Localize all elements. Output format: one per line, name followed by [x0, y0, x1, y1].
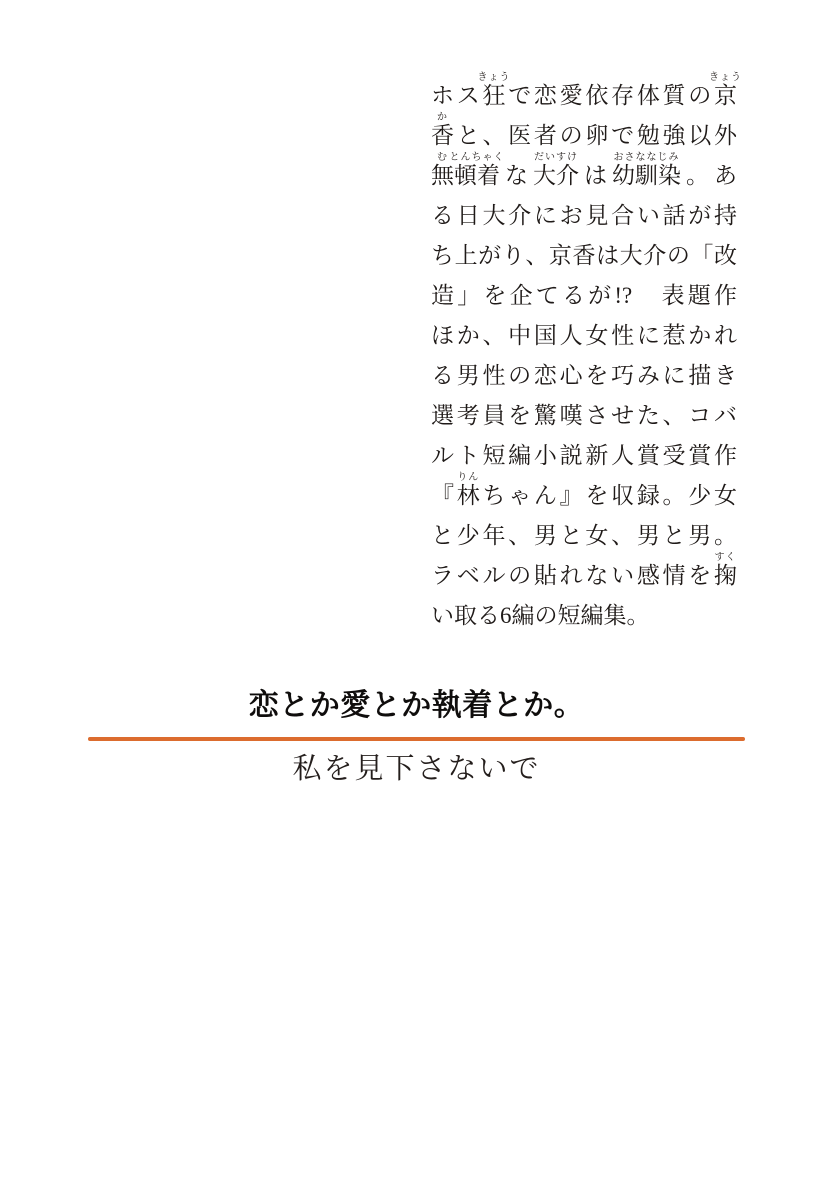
title-block [88, 688, 745, 787]
ruby-base: 香 か [431, 112, 454, 148]
blurb-line: 香 か と、医者の卵で勉強以外 [431, 112, 737, 148]
blurb-line: ち上がり、京香は大介の「改 [431, 243, 737, 268]
ruby-base: 京 きょう [709, 72, 743, 108]
blurb-line: と少年、男と女、男と男。 [431, 523, 737, 548]
blurb-line: い取る6編の短編集。 [431, 603, 650, 628]
furigana: だいすけ [534, 152, 578, 163]
book-title: 恋とか愛とか執着とか。 [248, 689, 585, 722]
ruby-base: 頓着 とんちゃく [449, 152, 505, 188]
book-subtitle: 私を見下さないで [292, 753, 541, 785]
blurb-line: ルト短編小説新人賞受賞作 [431, 443, 737, 468]
blurb-line: ラベルの貼れない感情を掬 すく [431, 552, 737, 588]
ruby-base: 林 りん [456, 472, 480, 508]
blurb-line: ほか、中国人女性に惹かれ [431, 323, 737, 348]
furigana: りん [457, 472, 480, 483]
blurb-line: る日大介にお見合い話が持 [431, 203, 737, 228]
furigana: とんちゃく [449, 152, 505, 163]
furigana: きょう [709, 72, 743, 83]
blurb-line: ホス狂 きょう で恋愛依存体質の京 きょう [431, 72, 743, 108]
furigana: すく [714, 552, 737, 563]
ruby-base: 幼馴染 おさななじみ [612, 152, 681, 188]
title-divider [88, 737, 745, 741]
ruby-base: 狂 きょう [477, 72, 511, 108]
ruby-base: 掬 すく [714, 552, 737, 588]
ruby-base: 無 む [431, 152, 454, 188]
furigana: む [437, 152, 448, 163]
blurb-line: る男性の恋心を巧みに描き [431, 363, 737, 388]
furigana: おさななじみ [613, 152, 680, 163]
furigana: か [437, 112, 448, 123]
blurb-line: 『林 りん ちゃん』を収録。少女 [431, 472, 738, 508]
furigana: きょう [477, 72, 511, 83]
blurb-line: 選考員を驚嘆させた、コバ [431, 403, 737, 428]
blurb-line: 造」を企てるが!? 表題作 [431, 283, 737, 308]
ruby-base: 大介 だいすけ [533, 152, 579, 188]
blurb-line: 無 む 頓着 とんちゃく な大介 だいすけ は幼馴染 おさななじみ 。あ [431, 152, 737, 188]
